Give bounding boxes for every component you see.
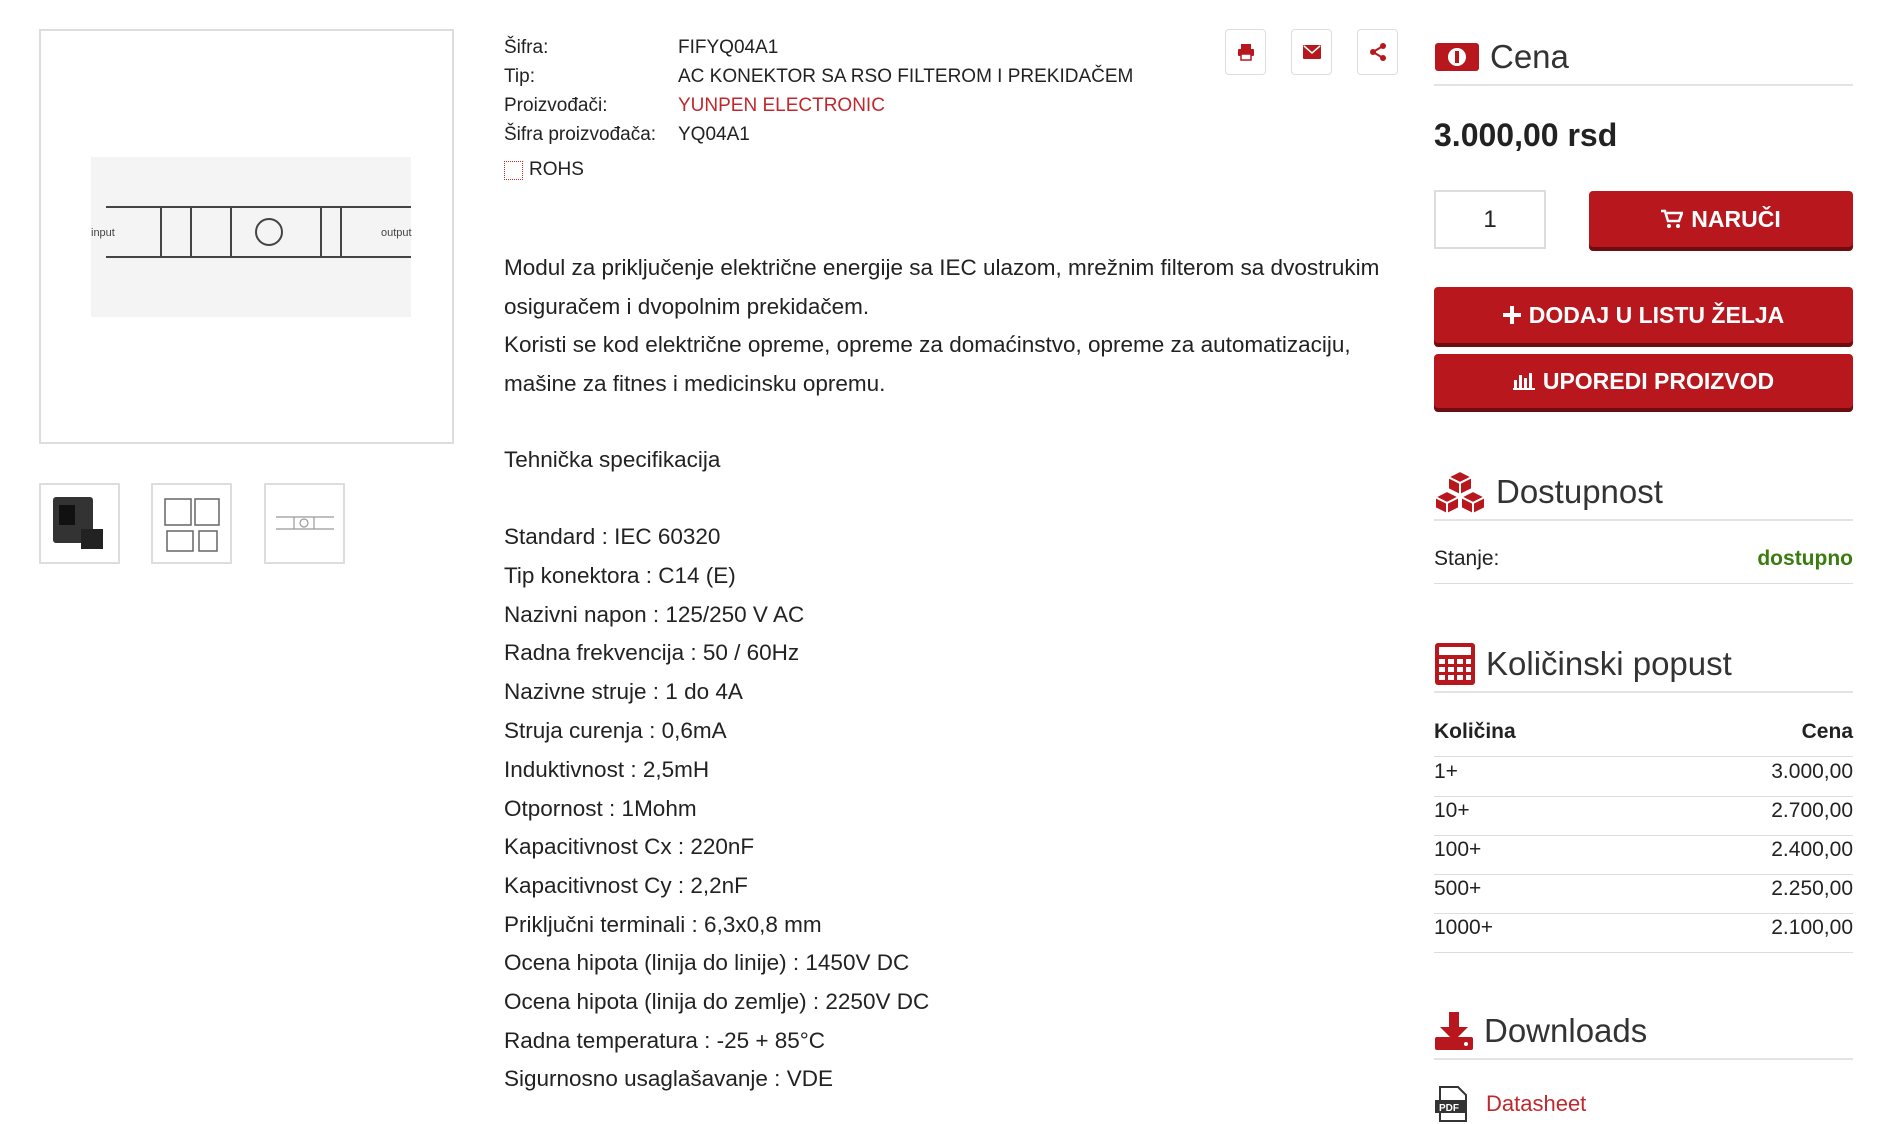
discount-section-header bbox=[1434, 637, 1853, 693]
spec-line: Induktivnost : 2,5mH bbox=[504, 757, 710, 782]
manufacturer-code-value: YQ04A1 bbox=[678, 124, 750, 145]
sku-value: FIFYQ04A1 bbox=[678, 37, 779, 58]
table-row bbox=[1434, 838, 1853, 875]
pdf-icon bbox=[1434, 1086, 1470, 1122]
row-quantity: 100+ bbox=[1434, 838, 1482, 861]
availability-section-header bbox=[1434, 465, 1853, 521]
envelope-icon bbox=[1303, 45, 1321, 59]
add-to-wishlist-button[interactable] bbox=[1434, 287, 1853, 343]
spec-line: Sigurnosno usaglašavanje : VDE bbox=[504, 1066, 833, 1091]
product-price: 3.000,00 rsd bbox=[1434, 117, 1618, 153]
availability-section-title: Dostupnost bbox=[1496, 473, 1663, 510]
description-line: Koristi se kod električne opreme, opreme za domaćinstvo, opreme za automatizaciju, bbox=[504, 332, 1351, 357]
column-header-quantity: Količina bbox=[1434, 720, 1516, 743]
spec-line: Nazivne struje : 1 do 4A bbox=[504, 679, 743, 704]
print-button[interactable] bbox=[1225, 29, 1266, 75]
description-line: mašine za fitnes i medicinsku opremu. bbox=[504, 370, 886, 396]
row-price: 2.100,00 bbox=[1771, 916, 1853, 939]
spec-line: Tip konektora : C14 (E) bbox=[504, 563, 736, 588]
spec-line: Ocena hipota (linija do zemlje) : 2250V DC bbox=[504, 989, 930, 1014]
bar-chart-icon bbox=[1513, 372, 1535, 390]
row-quantity: 10+ bbox=[1434, 799, 1470, 822]
stock-status: dostupno bbox=[1757, 547, 1853, 570]
spec-title: Tehnička specifikacija bbox=[504, 447, 721, 472]
spec-line: Radna temperatura : -25 + 85°C bbox=[504, 1028, 826, 1053]
rohs-icon bbox=[504, 161, 523, 180]
rohs-badge bbox=[504, 159, 584, 181]
discount-table-header bbox=[1434, 720, 1853, 757]
plus-icon bbox=[1503, 306, 1521, 324]
price-section-title: Cena bbox=[1490, 38, 1569, 75]
type-value: AC KONEKTOR SA RSO FILTEROM I PREKIDAČEM bbox=[678, 66, 1134, 87]
row-price: 3.000,00 bbox=[1771, 760, 1853, 783]
compare-button-label: UPOREDI PROIZVOD bbox=[1542, 367, 1775, 394]
quantity-input[interactable]: 1 bbox=[1434, 190, 1546, 249]
spec-line: Kapacitivnost Cy : 2,2nF bbox=[504, 873, 748, 898]
spec-line: Otpornost : 1Mohm bbox=[504, 796, 697, 821]
downloads-section-header bbox=[1434, 1004, 1853, 1060]
thumbnail-circuit-diagram[interactable] bbox=[264, 483, 345, 564]
row-price: 2.400,00 bbox=[1771, 838, 1853, 861]
downloads-section-title: Downloads bbox=[1484, 1012, 1648, 1049]
rohs-label: ROHS bbox=[529, 159, 584, 180]
manufacturer-label: Proizvođači: bbox=[504, 95, 608, 116]
type-label: Tip: bbox=[504, 66, 535, 87]
row-price: 2.250,00 bbox=[1771, 877, 1853, 900]
svg-text:input: input bbox=[91, 227, 115, 239]
email-button[interactable] bbox=[1291, 29, 1332, 75]
row-quantity: 500+ bbox=[1434, 877, 1482, 900]
manufacturer-code-label: Šifra proizvođača: bbox=[504, 124, 657, 145]
download-item[interactable] bbox=[1434, 1086, 1586, 1122]
thumbnail-connector-photo[interactable] bbox=[39, 483, 120, 564]
stock-row bbox=[1434, 547, 1853, 584]
spec-line: Kapacitivnost Cx : 220nF bbox=[504, 834, 755, 859]
spec-line: Struja curenja : 0,6mA bbox=[504, 718, 727, 743]
sku-label: Šifra: bbox=[504, 37, 549, 58]
print-icon bbox=[1237, 43, 1255, 61]
thumbnail-connector-drawing[interactable] bbox=[151, 483, 232, 564]
boxes-icon bbox=[1434, 469, 1486, 515]
row-quantity: 1000+ bbox=[1434, 916, 1493, 939]
share-icon bbox=[1369, 43, 1387, 61]
product-description bbox=[504, 249, 1384, 403]
cart-icon bbox=[1661, 209, 1683, 229]
datasheet-link[interactable]: Datasheet bbox=[1486, 1091, 1587, 1116]
wishlist-button-label: DODAJ U LISTU ŽELJA bbox=[1528, 301, 1785, 328]
spec-line: Nazivni napon : 125/250 V AC bbox=[504, 602, 805, 627]
download-icon bbox=[1434, 1011, 1474, 1051]
order-button[interactable] bbox=[1589, 191, 1853, 247]
svg-text:PDF: PDF bbox=[1439, 1103, 1459, 1114]
description-line: osiguračem i dvopolnim prekidačem. bbox=[504, 293, 870, 319]
manufacturer-link[interactable]: YUNPEN ELECTRONIC bbox=[678, 95, 885, 116]
column-header-price: Cena bbox=[1801, 720, 1853, 743]
stock-label: Stanje: bbox=[1434, 547, 1500, 570]
svg-text:output: output bbox=[381, 227, 412, 239]
spec-line: Priključni terminali : 6,3x0,8 mm bbox=[504, 912, 822, 937]
table-row bbox=[1434, 916, 1853, 953]
product-main-image[interactable] bbox=[39, 29, 454, 444]
calculator-icon bbox=[1434, 642, 1476, 686]
compare-product-button[interactable] bbox=[1434, 354, 1853, 408]
row-quantity: 1+ bbox=[1434, 760, 1458, 783]
price-section-header bbox=[1434, 30, 1853, 86]
spec-line: Standard : IEC 60320 bbox=[504, 524, 721, 549]
row-price: 2.700,00 bbox=[1771, 799, 1853, 822]
table-row bbox=[1434, 760, 1853, 797]
money-icon bbox=[1434, 42, 1480, 72]
discount-section-title: Količinski popust bbox=[1486, 645, 1732, 682]
description-line: Modul za priključenje električne energije sa IEC ulazom, mrežnim filterom sa dvostrukim bbox=[504, 255, 1380, 280]
share-button[interactable] bbox=[1357, 29, 1398, 75]
order-button-label: NARUČI bbox=[1691, 205, 1781, 232]
spec-line: Ocena hipota (linija do linije) : 1450V DC bbox=[504, 950, 910, 975]
spec-line: Radna frekvencija : 50 / 60Hz bbox=[504, 640, 800, 665]
table-row bbox=[1434, 799, 1853, 836]
table-row bbox=[1434, 877, 1853, 914]
